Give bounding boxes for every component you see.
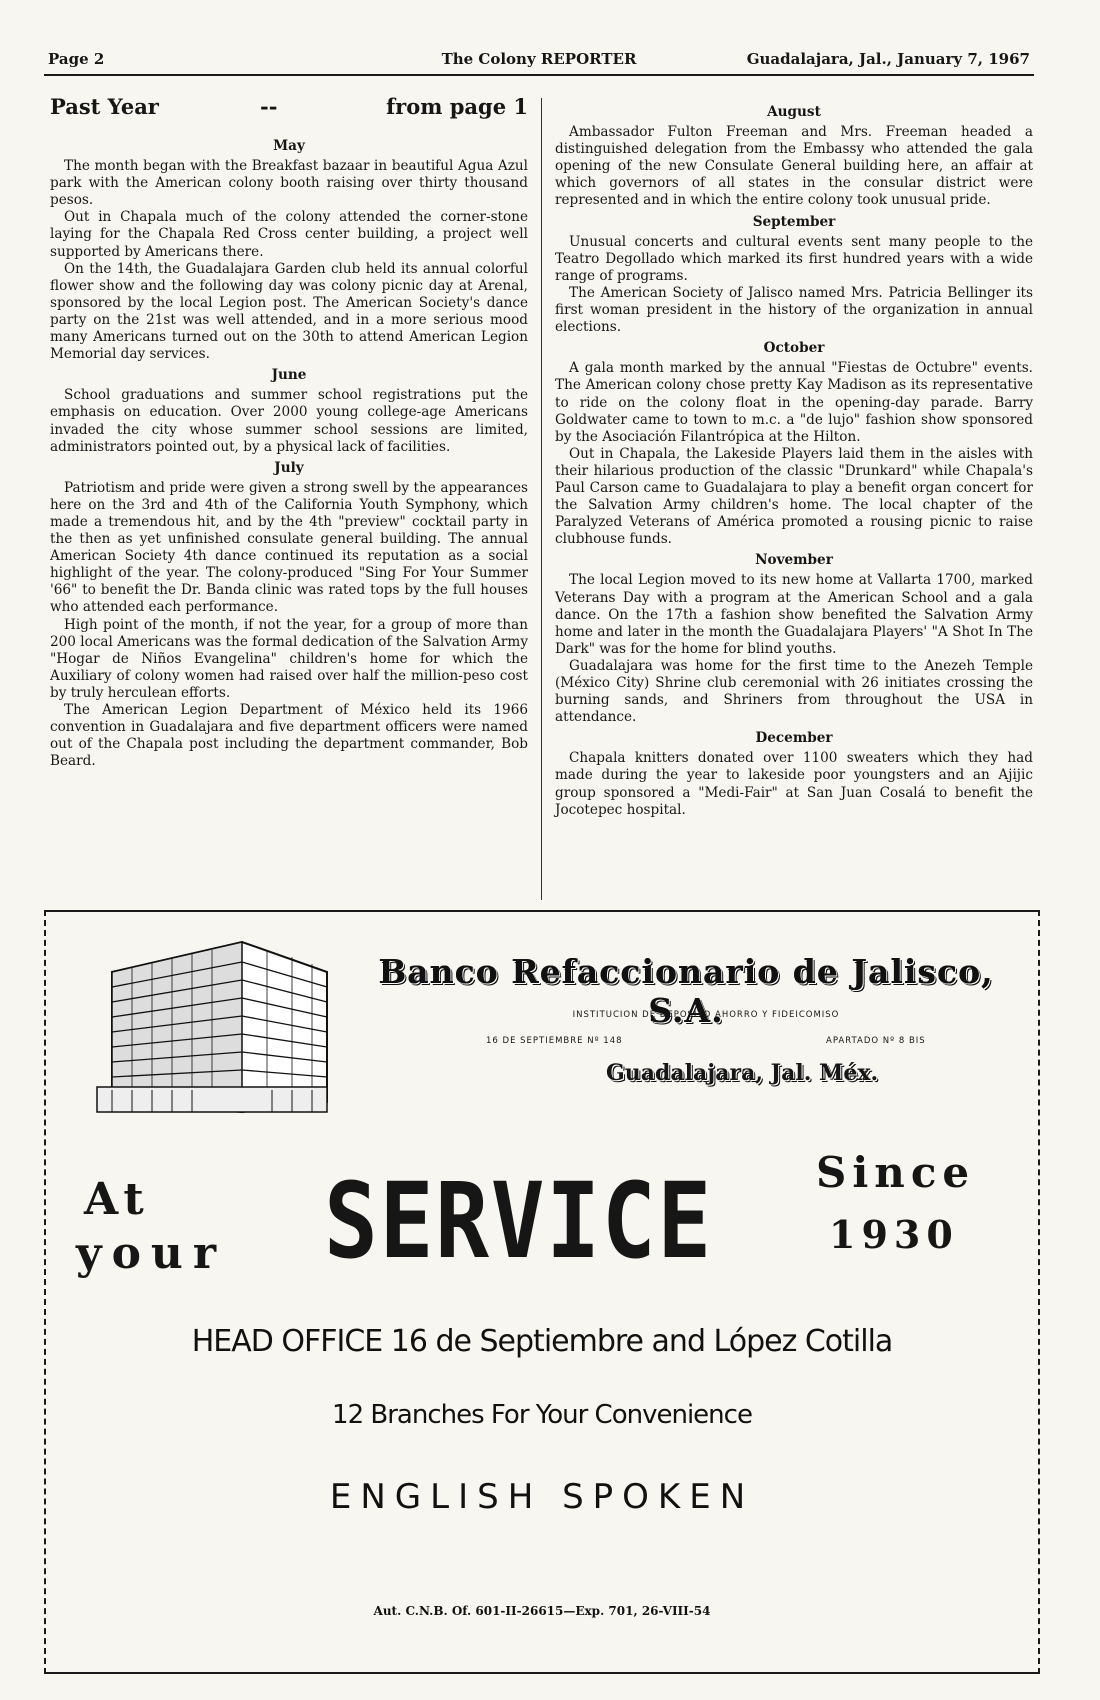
article-paragraph: Chapala knitters donated over 1100 sweaters which they had made during the year to lakeside poor youngsters and an Ajijic group sponsored a "Medi-Fair" at San Juan Cosalá to benefit the Jocotepec hospital. [555, 750, 1033, 818]
month-heading: August [767, 104, 821, 120]
slogan-since: Since [816, 1148, 976, 1197]
month-heading: October [763, 340, 825, 357]
head-office-line: HEAD OFFICE 16 de Septiembre and López Cotilla [191, 1324, 893, 1359]
authorization-line: Aut. C.N.B. Of. 601-II-26615—Exp. 701, 26-VIII-54 [373, 1604, 711, 1618]
month-heading: December [755, 730, 833, 747]
article-paragraph: High point of the month, if not the year, for a group of more than 200 local Americans was the formal dedication of the Salvation Army "Hogar de Niños Evangelina" children's home for which the Auxiliary of colony women had raised over half the million-peso cost by truly herculean efforts. [50, 616, 528, 701]
article-paragraph: Patriotism and pride were given a strong swell by the appearances here on the 3rd and 4th of the California Youth Symphony, which made a tremendous hit, and by the 4th "preview" cocktail party in the then as yet unfinished consulate general building. The annual American Society 4th dance continued its reputation as a social highlight of the year. The colony-produced "Sing For Your Summer '66" to benefit the Dr. Banda clinic was rated tops by the full houses who attended each performance. [50, 479, 528, 616]
bank-advertisement [44, 910, 1040, 1674]
headline-continued: from page 1 [386, 94, 528, 119]
article-headline [50, 94, 528, 134]
article-paragraph: The American Legion Department of México held its 1966 convention in Guadalajara and five department officers were named out of the Chapala post including the department commander, Bob Beard. [50, 702, 528, 770]
column-divider [541, 98, 542, 900]
article-paragraph: Ambassador Fulton Freeman and Mrs. Freeman headed a distinguished delegation from the Embassy who attended the gala opening of the new Consulate General building here, an affair at which governors of all states in the consular district were represented and in which the entire colony took unusual pride. [555, 124, 1033, 209]
branches-line: 12 Branches For Your Convenience [332, 1400, 752, 1430]
article-paragraph: The month began with the Breakfast bazaar in beautiful Agua Azul park with the American colony booth raising over thirty thousand pesos. [50, 158, 528, 209]
article-paragraph: Unusual concerts and cultural events sent many people to the Teatro Degollado which marked its first hundred years with a wide range of programs. [555, 233, 1033, 284]
bank-institution-line: INSTITUCION DE DEPOSITO AHORRO Y FIDEICOMISO [572, 1010, 840, 1020]
slogan-year: 1930 [829, 1212, 959, 1257]
article-paragraph: On the 14th, the Guadalajara Garden club held its annual colorful flower show and the following day was colony picnic day at Arenal, sponsored by the local Legion post. The American Society's dance party on the 21st was well attended, and in a more serious mood many Americans turned out on the 30th to attend American Legion Memorial day services. [50, 260, 528, 363]
article-paragraph: The American Society of Jalisco named Mrs. Patricia Bellinger its first woman president in the history of the organization in annual elections. [555, 284, 1033, 336]
article-paragraph: A gala month marked by the annual "Fiestas de Octubre" events. The American colony chose pretty Kay Madison as its representative to ride on the colony float in the opening-day parade. Barry Goldwater came to town to m.c. a "de lujo" fashion show sponsored by the Asociación Filantrópica at the Hilton. [555, 360, 1033, 445]
month-heading: September [752, 213, 836, 230]
article-paragraph: School graduations and summer school registrations put the emphasis on education. Over 2000 young college-age Americans invaded the city whose summer school sessions are limited, administrators pointed out, by a physical lack of facilities. [50, 387, 528, 455]
page-number: Page 2 [48, 50, 105, 68]
article-paragraph: The local Legion moved to its new home at Vallarta 1700, marked Veterans Day with a program at the American School and a gala dance. On the 17th a fashion show benefited the Salvation Army home and later in the month the Guadalajara Players' "A Shot In The Dark" was for the home for blind youths. [555, 572, 1033, 657]
month-heading: November [755, 552, 833, 569]
dateline: Guadalajara, Jal., January 7, 1967 [746, 50, 1030, 68]
article-paragraph: Out in Chapala, the Lakeside Players laid them in the aisles with their hilarious production of the classic "Drunkard" while Chapala's Paul Carson came to Guadalajara to play a benefit organ concert for the Salvation Army children's home. The local chapter of the Paralyzed Veterans of América promoted a rousing picnic to raise clubhouse funds. [555, 445, 1033, 548]
month-heading: June [271, 367, 307, 384]
right-sections [555, 104, 1033, 819]
newspaper-title: The Colony REPORTER [441, 50, 637, 68]
bank-po-box: APARTADO Nº 8 BIS [826, 1036, 926, 1046]
slogan-at: At [84, 1174, 150, 1225]
page-header [44, 48, 1034, 76]
month-heading: July [274, 459, 304, 476]
left-sections [50, 138, 528, 770]
article-column-right [555, 100, 1033, 819]
headline-title: Past Year [50, 94, 159, 119]
article-column-left [50, 94, 528, 770]
slogan-your: your [76, 1228, 227, 1279]
article-paragraph: Out in Chapala much of the colony attended the corner-stone laying for the Chapala Red Cross center building, a project well supported by Americans there. [50, 209, 528, 260]
article-paragraph: Guadalajara was home for the first time to the Anezeh Temple (México City) Shrine club ceremonial with 26 initiates crossing the burning sands, and Shriners from throughout the USA in attendance. [555, 657, 1033, 726]
month-heading: May [273, 138, 305, 154]
bank-address: 16 DE SEPTIEMBRE Nº 148 [486, 1036, 623, 1046]
bank-name-logo: Banco Refaccionario de Jalisco, S.A. [378, 952, 994, 1030]
bank-city: Guadalajara, Jal. Méx. [606, 1060, 879, 1086]
bank-building-illustration [92, 932, 332, 1117]
slogan-service: SERVICE [324, 1160, 713, 1282]
english-spoken-line: ENGLISH SPOKEN [329, 1477, 755, 1517]
headline-separator: -- [260, 94, 278, 119]
